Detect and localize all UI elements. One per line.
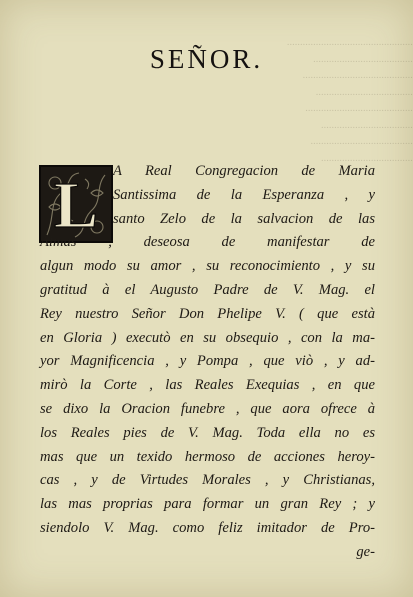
catchword: ge- [356,543,375,560]
drop-cap-letter: L [53,169,99,241]
text-line: se dixo la Oracion funebre , que aora ofrece à [40,400,375,417]
text-line: santo Zelo de la salvacion de las [113,210,375,227]
show-through-text: ················································ ······································ ·········································· ····································· ········································· ··································· ······································· ··································· [287,40,413,167]
text-line: cas , y de Virtudes Morales , y Christianas, [40,472,375,489]
text-line: siendolo V. Mag. como feliz imitador de Pro- [40,519,375,536]
body-text [40,160,375,565]
text-line: gratitud à el Augusto Padre de V. Mag. el [40,281,375,298]
text-line: Almas , deseosa de manifestar de [40,234,375,251]
text-line: los Reales pies de V. Mag. Toda ella no es [40,424,375,441]
page-heading: SEÑOR. [149,44,264,74]
text-line: en Gloria ) executò en su obsequio , con la ma- [40,329,375,346]
text-line: mirò la Corte , las Reales Exequias , en que [40,377,375,394]
text-line: algun modo su amor , su reconocimiento , y su [40,258,375,275]
text-line: A Real Congregacion de Maria [113,163,375,179]
text-line: las mas proprias para formar un gran Rey ; y [40,496,375,513]
text-line: mas que un texido hermoso de acciones heroy- [40,448,375,465]
text-line: yor Magnificencia , y Pompa , que viò , y ad- [40,353,375,370]
text-line: Rey nuestro Señor Don Phelipe V. ( que està [40,305,375,322]
text-line: Santissima de la Esperanza , y [113,186,375,203]
